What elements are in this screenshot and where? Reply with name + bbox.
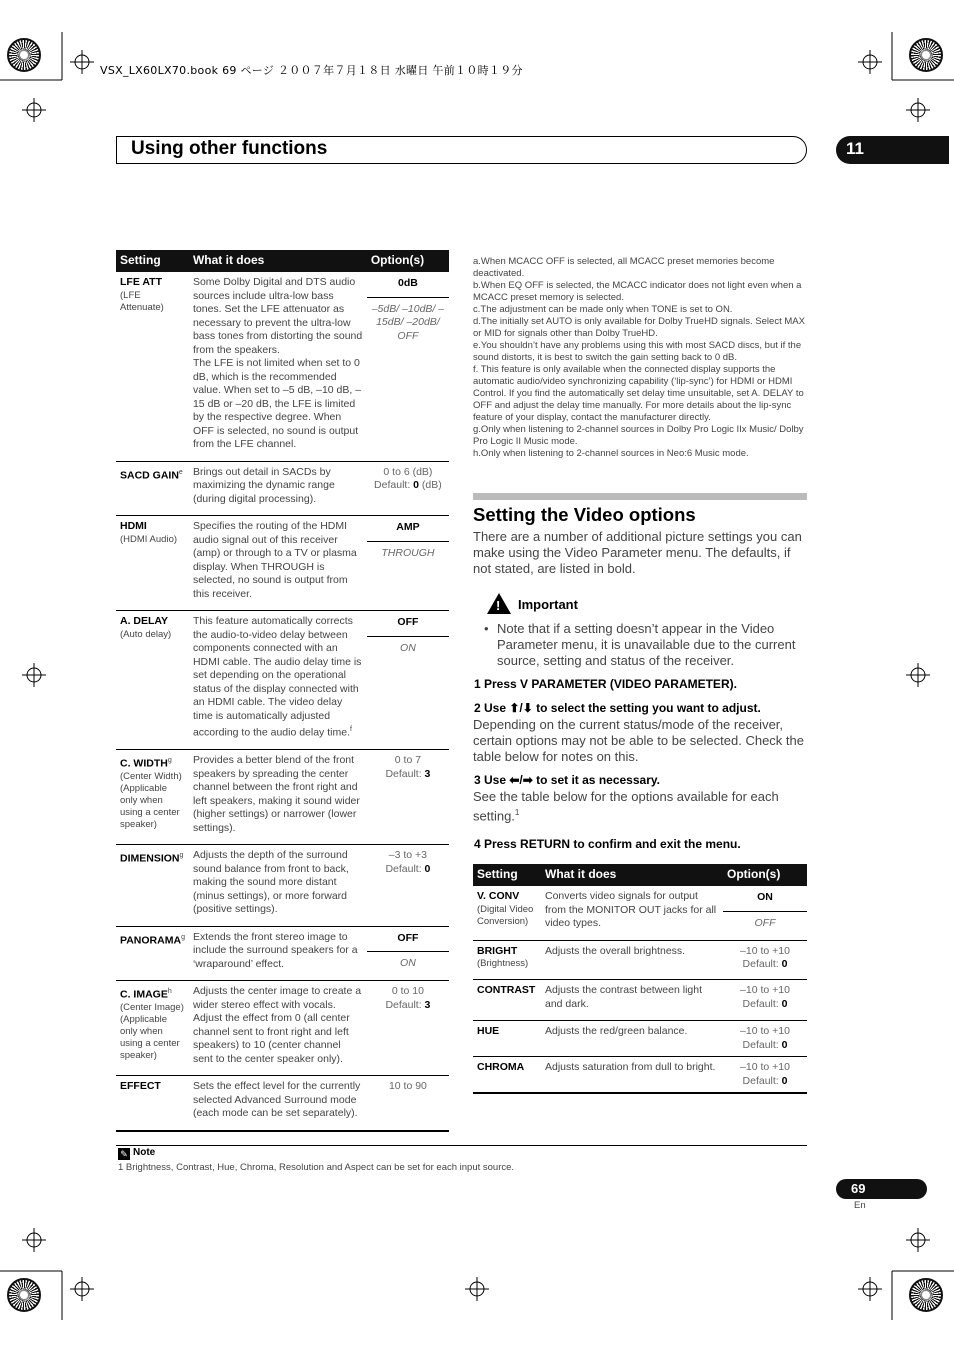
table-row bbox=[116, 611, 449, 750]
description-text: Some Dolby Digital and DTS audio sources include ultra-low bass tones. Set the LFE attenuator as necessary to prevent the ultra-low bass tones from distorting the sound from the speakers. The LFE is not limited when set to 0 dB, which is the recommended value. When set to –5 dB, –10 dB, –15 dB or –20 dB, the LFE is limited by the respective degree. When OFF is selected, no sound is output from the LFE channel. bbox=[192, 276, 363, 450]
default-value: 0 bbox=[781, 1074, 788, 1087]
table-row bbox=[473, 940, 807, 980]
default-value: 3 bbox=[424, 998, 431, 1011]
footnote-item: a.When MCACC OFF is selected, all MCACC preset memories become deactivated. bbox=[473, 256, 775, 279]
setting-cell bbox=[116, 845, 189, 927]
col-setting: Setting bbox=[116, 250, 189, 272]
default-line bbox=[727, 958, 803, 972]
setting-name: LFE ATT bbox=[120, 276, 162, 288]
default-value: 0 bbox=[781, 1038, 788, 1051]
registration-sunburst-icon bbox=[7, 1278, 41, 1312]
option-range bbox=[367, 845, 449, 880]
default-line bbox=[371, 479, 445, 493]
setting-cell bbox=[116, 461, 189, 516]
footnote-ref: g bbox=[167, 757, 172, 764]
footnote-item: e.You shouldn’t have any problems using this with most SACD discs, but if the sound distorts, it is best to switch the gain setting back to 0 dB. bbox=[473, 340, 802, 363]
page-number: 69 bbox=[836, 1179, 927, 1199]
setting-cell bbox=[116, 1076, 189, 1131]
table-row bbox=[473, 980, 807, 1021]
default-value: 0 bbox=[781, 997, 788, 1010]
description-text: Brings out detail in SACDs by maximizing the dynamic range (during digital processing). bbox=[192, 465, 335, 505]
page-title: Using other functions bbox=[131, 138, 328, 159]
default-label: Default: bbox=[742, 1074, 779, 1087]
col-what: What it does bbox=[189, 250, 367, 272]
range-text: –10 to +10 bbox=[740, 1061, 790, 1073]
options-cell bbox=[367, 611, 449, 750]
col-what: What it does bbox=[541, 864, 723, 886]
footnote-ref: f bbox=[349, 726, 352, 733]
options-cell bbox=[723, 886, 807, 940]
footnotes bbox=[473, 256, 807, 460]
option-range bbox=[723, 980, 807, 1015]
options-cell bbox=[367, 1076, 449, 1131]
range-text: 10 to 90 bbox=[388, 1080, 427, 1092]
setting-name: CHROMA bbox=[477, 1061, 525, 1073]
description-text: Adjusts the contrast between light and dark. bbox=[545, 984, 703, 1010]
option-range bbox=[723, 1021, 807, 1056]
description-text: Adjusts the overall brightness. bbox=[545, 944, 686, 957]
setting-subtitle: (LFE Attenuate) bbox=[120, 289, 164, 313]
setting-name: BRIGHT bbox=[477, 944, 518, 957]
option-alt: –5dB/ –10dB/ –15dB/ –20dB/ OFF bbox=[371, 302, 445, 342]
setting-cell bbox=[116, 516, 189, 611]
registration-sunburst-icon bbox=[7, 38, 41, 72]
default-value: 0 bbox=[413, 479, 419, 491]
default-line bbox=[727, 1039, 803, 1053]
default-value: 0 bbox=[424, 862, 431, 875]
range-text: –10 to +10 bbox=[740, 984, 790, 996]
option-range bbox=[723, 941, 807, 976]
description-cell bbox=[541, 940, 723, 980]
options-cell bbox=[367, 272, 449, 461]
setting-cell bbox=[116, 981, 189, 1076]
setting-subtitle: (Center Width) (Applicable only when using a center speaker) bbox=[120, 771, 182, 830]
options-cell bbox=[367, 461, 449, 516]
step-4: 4 Press RETURN to confirm and exit the menu. bbox=[474, 837, 741, 851]
description-text: This feature automatically corrects the audio-to-video delay between components connected with an HDMI cable. The audio delay time is set depending on the operational status of the display connected with an HDMI cable. The video delay time is automatically adjusted according to the audio delay time. bbox=[192, 615, 362, 739]
setting-subtitle: (Brightness) bbox=[477, 958, 529, 969]
default-line bbox=[727, 1075, 803, 1089]
important-bullet: • Note that if a setting doesn’t appear in the Video Parameter menu, it is unavailable due to the current source, setting and status of the receiver. bbox=[484, 621, 796, 668]
description-cell bbox=[541, 1057, 723, 1094]
pencil-icon: ✎ bbox=[118, 1148, 130, 1160]
default-label: Default: bbox=[385, 767, 422, 780]
registration-sunburst-icon bbox=[909, 1278, 943, 1312]
option-alt: THROUGH bbox=[381, 546, 435, 559]
description-text: Adjusts saturation from dull to bright. bbox=[545, 1061, 716, 1073]
description-text: Sets the effect level for the currently selected Advanced Surround mode (each mode can be set separately). bbox=[192, 1080, 361, 1119]
setting-cell bbox=[473, 1057, 541, 1094]
description-cell bbox=[189, 926, 367, 981]
description-cell bbox=[541, 1021, 723, 1057]
default-label: Default: bbox=[385, 862, 422, 875]
setting-name: C. IMAGE bbox=[120, 988, 168, 1001]
option-default: OFF bbox=[367, 611, 449, 637]
setting-name: C. WIDTH bbox=[120, 757, 168, 770]
setting-subtitle: (Digital Video Conversion) bbox=[477, 903, 534, 927]
option-alt: OFF bbox=[754, 916, 776, 929]
footnote-ref: g bbox=[181, 933, 185, 941]
note-label: Note bbox=[133, 1147, 156, 1158]
setting-name: SACD GAIN bbox=[120, 469, 179, 481]
option-default: OFF bbox=[367, 927, 449, 953]
audio-settings-table bbox=[116, 250, 449, 1132]
table-row bbox=[116, 845, 449, 927]
step-3-text-body: See the table below for the options available for each setting. bbox=[473, 789, 779, 824]
options-cell bbox=[723, 980, 807, 1021]
table-row bbox=[473, 886, 807, 940]
col-options: Option(s) bbox=[723, 864, 807, 886]
warning-icon: ! bbox=[487, 593, 511, 614]
note-text: 1 Brightness, Contrast, Hue, Chroma, Resolution and Aspect can be set for each input source. bbox=[118, 1162, 515, 1173]
setting-subtitle: (Center Image) (Applicable only when using a center speaker) bbox=[120, 1002, 184, 1061]
default-line bbox=[371, 999, 445, 1013]
registration-sunburst-icon bbox=[909, 38, 943, 72]
options-cell bbox=[723, 1021, 807, 1057]
option-alt: ON bbox=[400, 641, 416, 654]
description-text: Extends the front stereo image to include the surround speakers for a ‘wraparound’ effect. bbox=[192, 930, 358, 970]
default-label: Default: bbox=[742, 1038, 779, 1051]
step-2: 2 Use ⬆/⬇ to select the setting you want to adjust. bbox=[474, 701, 761, 715]
description-cell bbox=[189, 611, 367, 750]
description-text: Provides a better blend of the front speakers by spreading the center channel between the front right and left speakers, making it sound wider (higher settings) or narrower (lower settings). bbox=[192, 754, 360, 834]
step-2-text: Depending on the current status/mode of the receiver, certain options may not be able to be selected. Check the table below for notes on this. bbox=[473, 717, 804, 764]
description-text: Adjusts the center image to create a wider stereo effect with vocals. Adjust the effect from 0 (all center channel sent to front right and left speakers) to 10 (center channel sent to the center speaker only). bbox=[192, 985, 362, 1065]
page-header bbox=[116, 136, 807, 164]
setting-cell bbox=[116, 272, 189, 461]
table-row bbox=[116, 750, 449, 845]
setting-name: PANORAMA bbox=[120, 934, 182, 946]
footnote-ref: e bbox=[178, 468, 183, 476]
description-cell bbox=[189, 750, 367, 845]
range-text: 0 to 6 (dB) bbox=[383, 465, 433, 478]
default-line bbox=[371, 768, 445, 782]
default-line bbox=[371, 863, 445, 877]
setting-cell bbox=[473, 886, 541, 940]
language-label: En bbox=[854, 1200, 866, 1211]
description-cell bbox=[189, 272, 367, 461]
setting-cell bbox=[116, 611, 189, 750]
table-row bbox=[116, 461, 449, 516]
important-text: Note that if a setting doesn’t appear in the Video Parameter menu, it is unavailable due to the current source, setting and status of the receiver. bbox=[497, 621, 796, 668]
chapter-badge: 11 bbox=[836, 136, 949, 164]
range-text: 0 to 10 bbox=[391, 985, 424, 997]
description-cell bbox=[189, 516, 367, 611]
range-text: –3 to +3 bbox=[388, 849, 428, 861]
description-text: Specifies the routing of the HDMI audio signal out of this receiver (amp) or through to a TV or plasma display. When THROUGH is selected, no sound is output from this receiver. bbox=[192, 520, 357, 600]
options-cell bbox=[367, 750, 449, 845]
description-text: Converts video signals for output from the MONITOR OUT jacks for all video types. bbox=[545, 890, 717, 929]
options-cell bbox=[723, 1057, 807, 1094]
step-3-text bbox=[473, 789, 807, 824]
important-label: Important bbox=[518, 597, 578, 612]
footnote-item: c.The adjustment can be made only when TONE is set to ON. bbox=[473, 304, 733, 315]
default-label: Default: bbox=[385, 998, 422, 1011]
footnote-item: h.Only when listening to 2-channel sources in Neo:6 Music mode. bbox=[473, 448, 749, 459]
setting-name: HUE bbox=[477, 1025, 500, 1037]
table-row bbox=[473, 1021, 807, 1057]
setting-cell bbox=[116, 926, 189, 981]
table-row bbox=[116, 272, 449, 461]
default-label: Default: bbox=[742, 997, 779, 1010]
default-value: 3 bbox=[424, 767, 431, 780]
default-label: Default: bbox=[374, 479, 411, 491]
option-range bbox=[367, 462, 449, 497]
description-text: Adjusts the depth of the surround sound balance from front to back, making the sound more distant (minus settings), or more forward (positive settings). bbox=[192, 849, 349, 915]
table-row bbox=[116, 981, 449, 1076]
step-3: 3 Use ⬅/➡ to set it as necessary. bbox=[474, 773, 660, 787]
setting-name: CONTRAST bbox=[477, 984, 536, 996]
section-divider bbox=[473, 493, 807, 500]
col-options: Option(s) bbox=[367, 250, 449, 272]
footnote-ref: h bbox=[167, 988, 172, 995]
note-divider bbox=[116, 1145, 807, 1146]
setting-name: EFFECT bbox=[120, 1080, 161, 1092]
setting-subtitle: (HDMI Audio) bbox=[120, 533, 178, 545]
setting-name: V. CONV bbox=[477, 890, 520, 902]
option-default: AMP bbox=[367, 516, 449, 542]
table-row bbox=[473, 1057, 807, 1094]
setting-subtitle: (Auto delay) bbox=[120, 628, 172, 640]
options-cell bbox=[367, 516, 449, 611]
setting-cell bbox=[473, 980, 541, 1021]
setting-cell bbox=[116, 750, 189, 845]
setting-name: A. DELAY bbox=[120, 615, 169, 627]
footnote-item: d.The initially set AUTO is only available for Dolby TrueHD signals. Select MAX or MID for signals other than Dolby TrueHD. bbox=[473, 316, 805, 339]
setting-name: DIMENSION bbox=[120, 852, 180, 865]
default-unit: (dB) bbox=[421, 479, 442, 491]
description-cell bbox=[541, 980, 723, 1021]
option-default: 0dB bbox=[367, 272, 449, 298]
file-info: VSX_LX60LX70.book 69 ページ ２００７年７月１８日 水曜日 午前１０時１９分 bbox=[100, 64, 523, 77]
range-text: 0 to 7 bbox=[394, 754, 422, 766]
option-range bbox=[723, 1057, 807, 1092]
description-cell bbox=[541, 886, 723, 940]
default-label: Default: bbox=[742, 958, 779, 970]
options-cell bbox=[367, 845, 449, 927]
footnote-item: f. This feature is only available when the connected display supports the automatic audio/video synchronizing capability (‘lip-sync’) for HDMI or HDMI Control. If you find the automatically set delay time unsuitable, set A. DELAY to OFF and adjust the delay time manually. For more details about the lip-sync feature of your display, contact the manufacturer directly. bbox=[473, 364, 804, 423]
option-range bbox=[367, 981, 449, 1016]
step-3-footnote-ref: 1 bbox=[514, 808, 520, 817]
setting-cell bbox=[473, 1021, 541, 1057]
video-settings-table bbox=[473, 864, 807, 1094]
description-text: Adjusts the red/green balance. bbox=[545, 1025, 688, 1037]
footnote-item: b.When EQ OFF is selected, the MCACC indicator does not light even when a MCACC preset memory is selected. bbox=[473, 280, 802, 303]
option-default: ON bbox=[723, 886, 807, 912]
option-range bbox=[367, 1076, 449, 1098]
options-cell bbox=[723, 940, 807, 980]
description-cell bbox=[189, 461, 367, 516]
options-cell bbox=[367, 926, 449, 981]
section-intro: There are a number of additional picture settings you can make using the Video Parameter menu. The defaults, if not stated, are listed in bold. bbox=[473, 529, 802, 576]
default-value: 0 bbox=[781, 958, 788, 970]
description-cell bbox=[189, 1076, 367, 1131]
footnote-ref: g bbox=[179, 852, 184, 859]
table-row bbox=[116, 516, 449, 611]
setting-name: HDMI bbox=[120, 520, 147, 532]
section-title: Setting the Video options bbox=[473, 504, 696, 525]
footnote-item: g.Only when listening to 2-channel sources in Dolby Pro Logic IIx Music/ Dolby Pro Logic II Music mode. bbox=[473, 424, 804, 447]
table-row bbox=[116, 926, 449, 981]
description-cell bbox=[189, 981, 367, 1076]
col-setting: Setting bbox=[473, 864, 541, 886]
option-range bbox=[367, 750, 449, 785]
setting-cell bbox=[473, 940, 541, 980]
step-1: 1 Press V PARAMETER (VIDEO PARAMETER). bbox=[474, 677, 737, 691]
range-text: –10 to +10 bbox=[740, 1025, 790, 1037]
default-line bbox=[727, 998, 803, 1012]
option-alt: ON bbox=[400, 957, 416, 969]
description-cell bbox=[189, 845, 367, 927]
range-text: –10 to +10 bbox=[740, 944, 790, 957]
options-cell bbox=[367, 981, 449, 1076]
table-row bbox=[116, 1076, 449, 1131]
